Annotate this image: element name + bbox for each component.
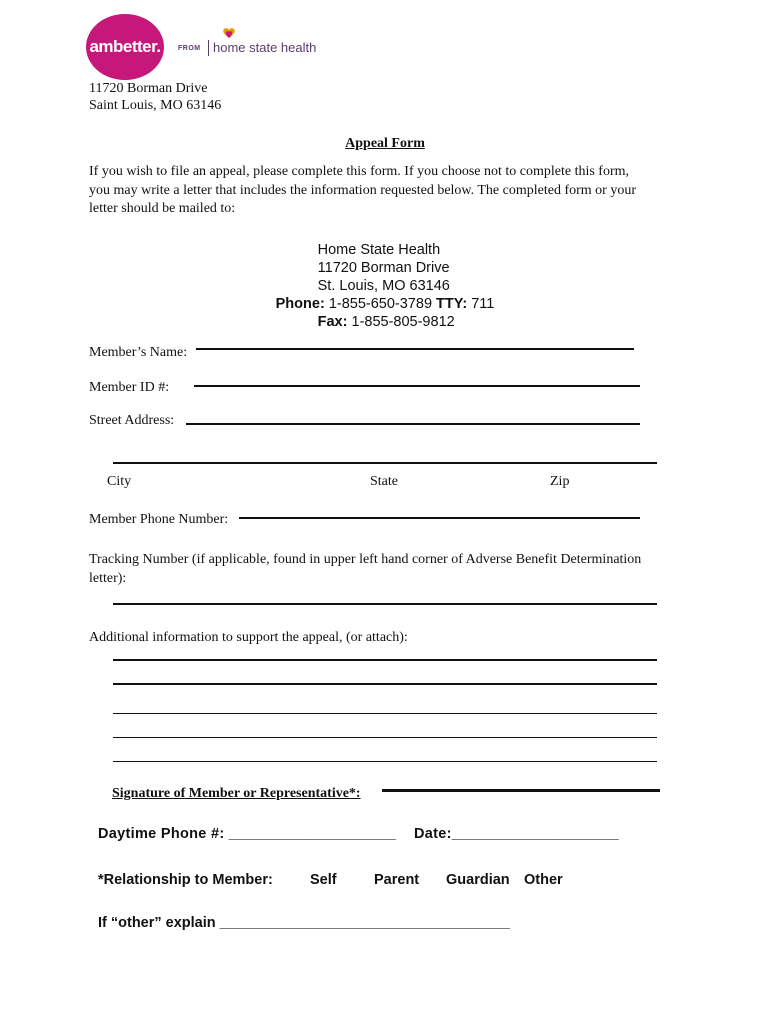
tty-label: TTY: — [436, 296, 468, 312]
home-state-health-logo-text: home state health — [213, 40, 317, 55]
header-address-line1: 11720 Borman Drive — [89, 81, 208, 96]
tracking-number-field[interactable] — [113, 603, 657, 605]
mail-fax-line — [276, 313, 495, 331]
city-state-zip-field[interactable] — [113, 462, 657, 464]
phone-label: Phone: — [275, 296, 325, 312]
additional-info-label: Additional information to support the appeal, (or attach): — [89, 630, 408, 645]
signature-label: Signature of Member or Representative*: — [112, 786, 361, 801]
intro-paragraph: If you wish to file an appeal, please complete this form. If you choose not to complete this form, you may write a letter that includes the information requested below. The completed form or your letter should be mailed to: — [89, 164, 636, 216]
member-name-field[interactable] — [196, 348, 634, 350]
relationship-option-self[interactable]: Self — [310, 872, 337, 888]
street-address-label: Street Address: — [89, 413, 175, 428]
mail-street: 11720 Borman Drive — [317, 260, 450, 276]
relationship-option-other[interactable]: Other — [524, 872, 563, 888]
heart-icon — [222, 27, 236, 39]
state-label: State — [370, 474, 398, 489]
member-name-label: Member’s Name: — [89, 345, 188, 360]
mail-name: Home State Health — [317, 242, 441, 258]
phone-value: 1-855-650-3789 — [328, 296, 433, 312]
logo-divider — [208, 40, 209, 56]
additional-info-line-1[interactable] — [113, 659, 657, 661]
city-label: City — [107, 474, 132, 489]
member-phone-label: Member Phone Number: — [89, 512, 229, 527]
fax-value: 1-855-805-9812 — [351, 314, 455, 330]
page-title: Appeal Form — [345, 136, 425, 151]
logo-from-text: FROM — [178, 45, 201, 52]
mailing-address-block — [0, 241, 770, 331]
fax-label: Fax: — [317, 314, 348, 330]
date-field[interactable]: Date:____________________ — [414, 826, 620, 842]
daytime-phone-field[interactable]: Daytime Phone #: ____________________ — [98, 826, 397, 842]
ambetter-logo-text: ambetter. — [89, 37, 161, 56]
tracking-number-label: Tracking Number (if applicable, found in upper left hand corner of Adverse Benefit Determination letter): — [89, 552, 642, 586]
additional-info-line-3[interactable] — [113, 713, 657, 714]
member-phone-field[interactable] — [239, 517, 640, 519]
ambetter-logo — [86, 14, 164, 80]
additional-info-line-4[interactable] — [113, 737, 657, 738]
member-id-field[interactable] — [194, 385, 640, 387]
tty-value: 711 — [471, 296, 495, 312]
additional-info-line-2[interactable] — [113, 683, 657, 685]
signature-field[interactable] — [382, 789, 660, 792]
header-address-line2: Saint Louis, MO 63146 — [89, 98, 222, 113]
street-address-field[interactable] — [186, 423, 640, 425]
zip-label: Zip — [550, 474, 570, 489]
relationship-label: *Relationship to Member: — [98, 872, 273, 888]
relationship-option-guardian[interactable]: Guardian — [446, 872, 510, 888]
mail-phone-line — [276, 295, 495, 313]
additional-info-line-5[interactable] — [113, 761, 657, 762]
mail-city-state-zip: St. Louis, MO 63146 — [317, 278, 450, 294]
member-id-label: Member ID #: — [89, 380, 170, 395]
other-explain-field[interactable]: If “other” explain ____________________________________ — [98, 915, 510, 931]
relationship-option-parent[interactable]: Parent — [374, 872, 420, 888]
